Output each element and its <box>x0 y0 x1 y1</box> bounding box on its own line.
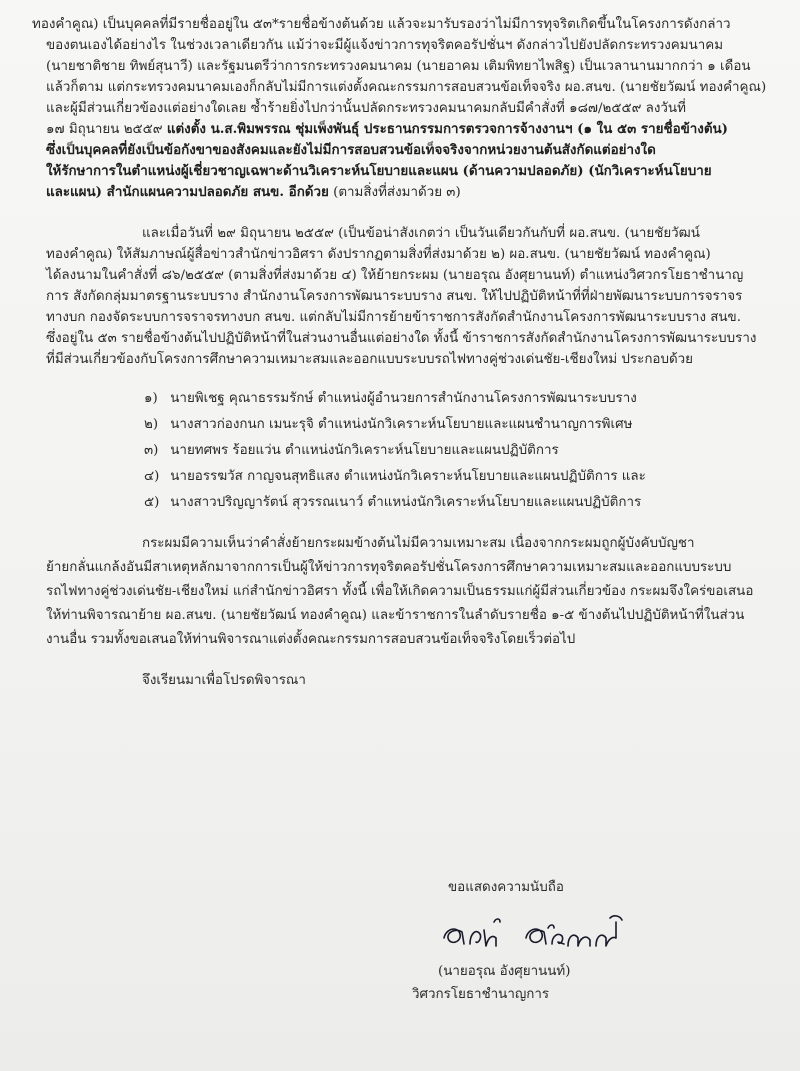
list-item-text: นายพิเชฐ คุณาธรรมรักษ์ ตำแหน่งผู้อำนวยการสำนักงานโครงการพัฒนาระบบราง <box>170 391 637 406</box>
paragraph-1-last-line <box>32 182 777 203</box>
list-item-number: ๔) <box>144 469 160 484</box>
paragraph-3 <box>32 532 777 652</box>
paragraph-3-line: รถไฟทางคู่ช่วงเด่นชัย-เชียงใหม่ แก่สำนักข่าวอิศรา ทั้งนี้ เพื่อให้เกิดความเป็นธรรมแก่ผู้มีส่วนเกี่ยวข้อง กระผมจึงใคร่ขอเสนอ <box>46 584 754 599</box>
paragraph-3-line: งานอื่น รวมทั้งขอเสนอให้ท่านพิจารณาแต่งตั้งคณะกรรมการสอบสวนข้อเท็จจริงโดยเร็วต่อไป <box>46 632 576 647</box>
bold-office-text: และแผน) สำนักแผนความปลอดภัย สนข. อีกด้วย <box>46 184 329 200</box>
list-item-number: ๒) <box>144 417 159 432</box>
paragraph-2 <box>32 223 777 370</box>
closing-block <box>412 876 742 900</box>
list-item-number: ๕) <box>144 495 160 510</box>
list-item <box>32 386 777 412</box>
paragraph-2-line: ทางบก กองจัดระบบการจราจรทางบก สนข. แต่กลับไม่มีการย้ายข้าราชการสังกัดสำนักงานโครงการพัฒนาระบบราง สนข. <box>46 310 741 325</box>
paragraph-3-line: ให้ท่านพิจารณาย้าย ผอ.สนข. (นายชัยวัฒน์ ทองคำคูณ) และข้าราชการในลำดับรายชื่อ ๑-๕ ข้างต้นไปปฏิบัติหน้าที่ในส่วน <box>46 608 745 623</box>
official-list <box>32 386 777 516</box>
request-line: จึงเรียนมาเพื่อโปรดพิจารณา <box>142 673 306 688</box>
paragraph-1-mixed-line <box>32 119 777 140</box>
salutation: ขอแสดงความนับถือ <box>448 880 564 895</box>
list-item-text: นายทศพร ร้อยแว่น ตำแหน่งนักวิเคราะห์นโยบายและแผนปฏิบัติการ <box>170 443 559 458</box>
bold-appointment-text: แต่งตั้ง น.ส.พิมพรรณ ชุ่มเพ็งพันธุ์ ประธานกรรมการตรวจการจ้างงานฯ (๑ ใน ๕๓ รายชื่อข้างต้น) <box>166 121 729 137</box>
paragraph-2-line: การ สังกัดกลุ่มมาตรฐานระบบราง สำนักงานโครงการพัฒนาระบบราง สนข. ให้ไปปฏิบัติหน้าที่ที่ฝ่ายพัฒนาระบบการจราจร <box>46 289 743 304</box>
list-item <box>32 438 777 464</box>
paragraph-2-line: และเมื่อวันที่ ๒๙ มิถุนายน ๒๕๕๙ (เป็นข้อน่าสังเกตว่า เป็นวันเดียวกันกับที่ ผอ.สนข. (นายชัยวัฒน์ <box>142 226 700 241</box>
list-item <box>32 412 777 438</box>
handwritten-signature <box>436 908 636 958</box>
signer-block <box>410 960 570 1006</box>
paragraph-1-line: (นายชาติชาย ทิพย์สุนาวี) และรัฐมนตรีว่าการกระทรวงคมนาคม (นายอาคม เติมพิทยาไพสิฐ) เป็นเวลานานมากกว่า ๑ เดือน <box>46 59 751 74</box>
paragraph-1-line: แล้วก็ตาม แต่กระทรวงคมนาคมเองก็กลับไม่มีการแต่งตั้งคณะกรรมการสอบสวนข้อเท็จจริง ผอ.สนข. (นายชัยวัฒน์ ทองคำคูณ) <box>46 80 767 95</box>
paragraph-2-line: ได้ลงนามในคำสั่งที่ ๘๖/๒๕๕๙ (ตามสิ่งที่ส่งมาด้วย ๔) ให้ย้ายกระผม (นายอรุณ อังศุยานนท์) ตำแหน่งวิศวกรโยธาชำนาญ <box>46 268 744 283</box>
date-text: ๑๗ มิถุนายน ๒๕๕๙ <box>46 122 167 137</box>
list-item-number: ๓) <box>144 443 159 458</box>
paragraph-2-line: ซึ่งอยู่ใน ๕๓ รายชื่อข้างต้นไปปฏิบัติหน้าที่ในส่วนงานอื่นแต่อย่างใด ทั้งนี้ ข้าราชการสังกัดสำนักงานโครงการพัฒนาระบบราง <box>46 331 757 346</box>
attachment-ref: (ตามสิ่งที่ส่งมาด้วย ๓) <box>328 185 461 200</box>
paragraph-2-line: ทองคำคูณ) ให้สัมภาษณ์ผู้สื่อข่าวสำนักข่าวอิศรา ดังปรากฏตามสิ่งที่ส่งมาด้วย ๒) ผอ.สนข. (นายชัยวัฒน์ ทองคำคูณ) <box>46 247 711 262</box>
signature-text: อรุณ อังศุยานนท์ <box>436 908 444 909</box>
paragraph-1 <box>32 14 777 203</box>
list-item <box>32 490 777 516</box>
paragraph-2-line: ที่มีส่วนเกี่ยวข้องกับโครงการศึกษาความเหมาะสมและออกแบบระบบรถไฟทางคู่ช่วงเด่นชัย-เชียงใหม่ ประกอบด้วย <box>46 352 694 367</box>
list-item-text: นางสาวก่องกนก เมนะรุจิ ตำแหน่งนักวิเคราะห์นโยบายและแผนชำนาญการพิเศษ <box>170 417 633 432</box>
list-item-text: นางสาวปริญญารัตน์ สุวรรณเนาว์ ตำแหน่งนักวิเคราะห์นโยบายและแผนปฏิบัติการ <box>170 495 642 510</box>
signer-position: วิศวกรโยธาชำนาญการ <box>412 987 550 1002</box>
letter-body <box>32 14 777 691</box>
paragraph-1-line: และผู้มีส่วนเกี่ยวข้องแต่อย่างใดเลย ซ้ำร้ายยิ่งไปกว่านั้นปลัดกระทรวงคมนาคมกลับมีคำสั่งที่ ๑๘๗/๒๕๕๙ ลงวันที่ <box>46 101 686 116</box>
list-item-text: นายอรรฆวัส กาญจนสุทธิแสง ตำแหน่งนักวิเคราะห์นโยบายและแผนปฏิบัติการ และ <box>170 469 646 484</box>
paragraph-3-line: กระผมมีความเห็นว่าคำสั่งย้ายกระผมข้างต้นไม่มีความเหมาะสม เนื่องจากกระผมถูกผู้บังคับบัญชา <box>142 536 695 551</box>
list-item <box>32 464 777 490</box>
paragraph-1-line: ของตนเองได้อย่างไร ในช่วงเวลาเดียวกัน แม้ว่าจะมีผู้แจ้งข่าวการทุจริตคอรัปชั่นฯ ดังกล่าวไปยังปลัดกระทรวงคมนาคม <box>46 38 724 53</box>
paragraph-1-bold-line: ให้รักษาการในตำแหน่งผู้เชี่ยวชาญเฉพาะด้านวิเคราะห์นโยบายและแผน (ด้านความปลอดภัย) (นักวิเคราะห์นโยบาย <box>46 163 712 179</box>
paragraph-3-line: ย้ายกลั่นแกล้งอันมีสาเหตุหลักมาจากการเป็นผู้ให้ข่าวการทุจริตคอรัปชั่นโครงการศึกษาความเหมาะสมและออกแบบระบบ <box>46 560 732 575</box>
paragraph-1-bold-line: ซึ่งเป็นบุคคลที่ยังเป็นข้อกังขาของสังคมและยังไม่มีการสอบสวนข้อเท็จจริงจากหน่วยงานต้นสังกัดแต่อย่างใด <box>46 142 656 158</box>
signer-name: (นายอรุณ อังศุยานนท์) <box>438 964 571 979</box>
paragraph-1-line: ทองคำคูณ) เป็นบุคคลที่มีรายชื่ออยู่ใน ๕๓*รายชื่อข้างต้นด้วย แล้วจะมารับรองว่าไม่มีการทุจริตเกิดขึ้นในโครงการดังกล่าว <box>32 17 731 32</box>
list-item-number: ๑) <box>144 391 158 406</box>
